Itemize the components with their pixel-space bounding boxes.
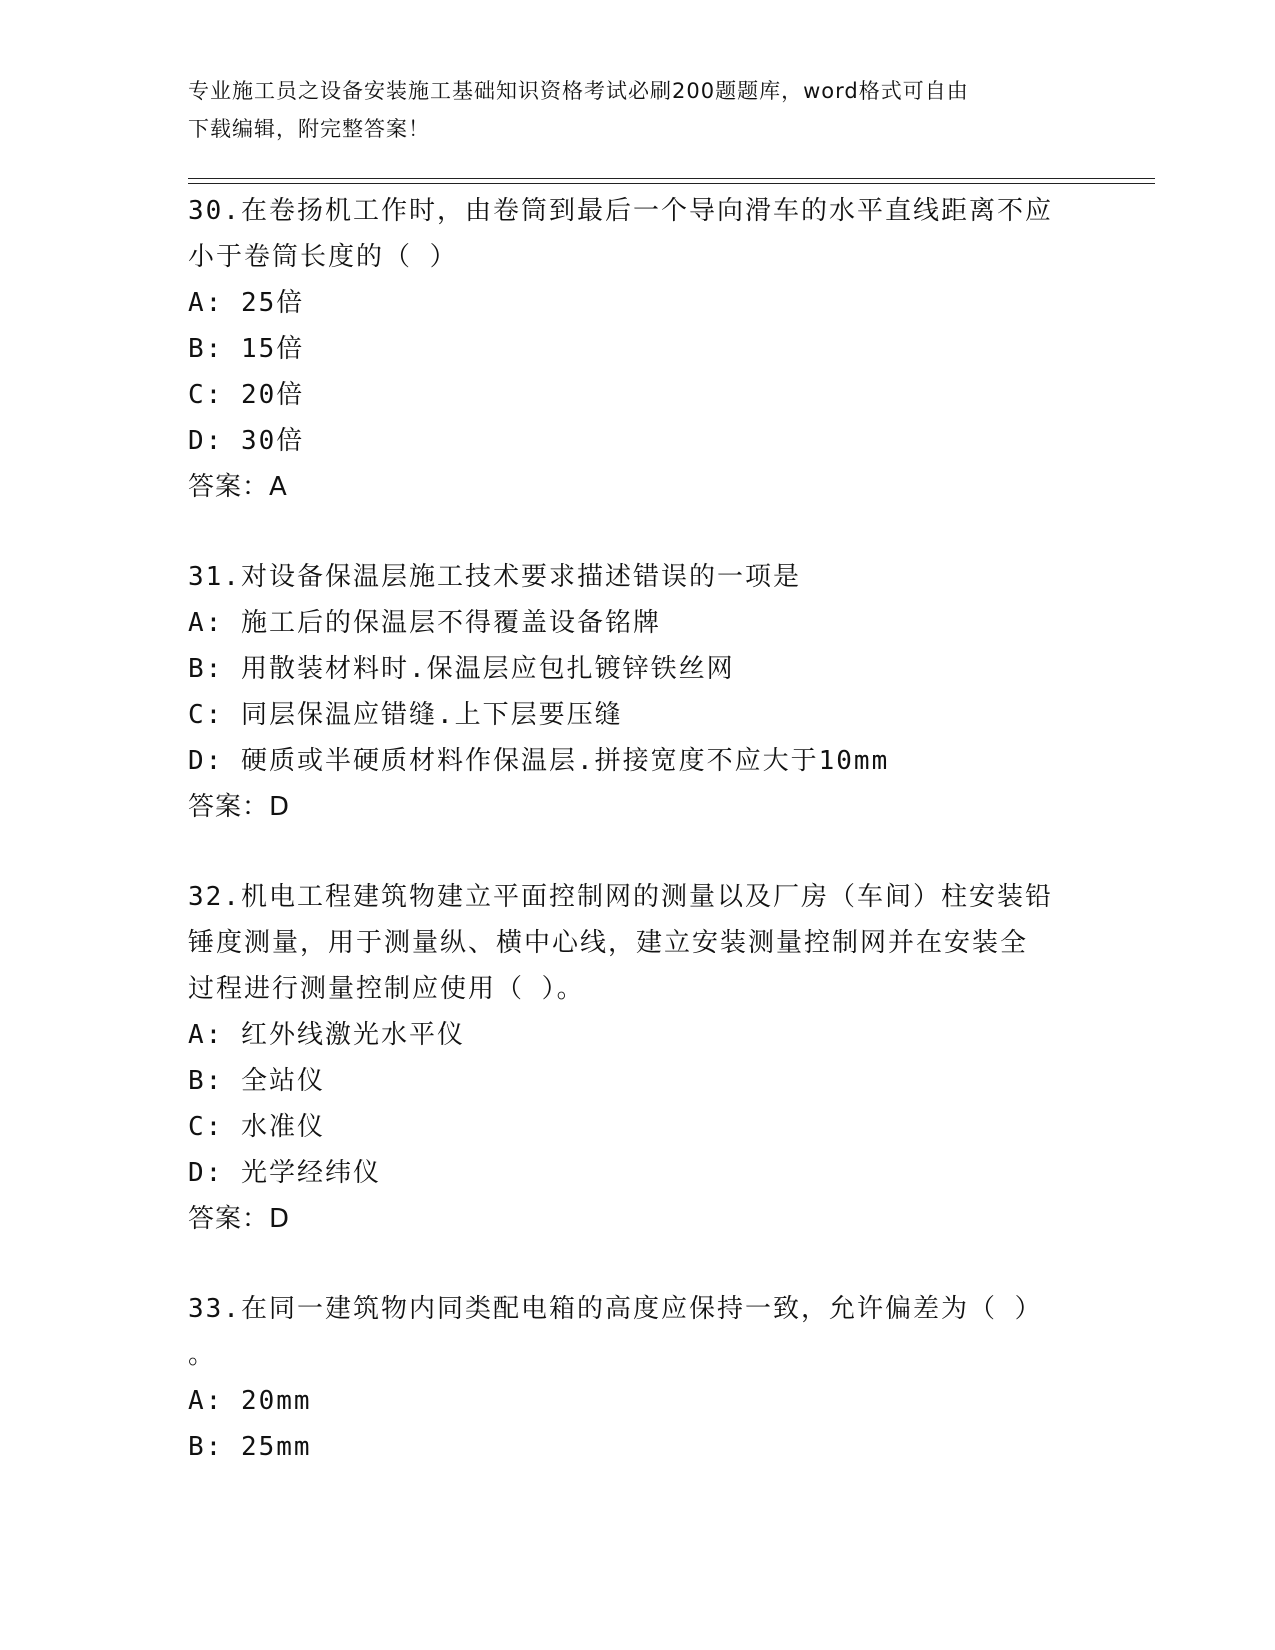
option-d: D: 光学经纬仪: [188, 1158, 381, 1188]
question-33: [188, 1286, 1088, 1470]
header-line-2: 下载编辑，附完整答案！: [188, 117, 430, 141]
option-a: A: 20mm: [188, 1386, 312, 1416]
question-stem-line: 33.在同一建筑物内同类配电箱的高度应保持一致，允许偏差为（ ）: [188, 1294, 1043, 1324]
option-c: C: 水准仪: [188, 1112, 325, 1142]
option-d: D: 硬质或半硬质材料作保温层.拼接宽度不应大于10mm: [188, 746, 890, 776]
option-a: A: 红外线激光水平仪: [188, 1020, 465, 1050]
header-divider-top: [188, 178, 1155, 179]
option-a: A: 25倍: [188, 288, 305, 318]
question-stem-line: 锤度测量，用于测量纵、横中心线，建立安装测量控制网并在安装全: [188, 928, 1029, 958]
option-b: B: 用散装材料时.保温层应包扎镀锌铁丝网: [188, 654, 735, 684]
question-stem-line: 。: [188, 1340, 217, 1370]
question-stem-line: 31.对设备保温层施工技术要求描述错误的一项是: [188, 562, 801, 592]
answer: 答案：A: [188, 472, 288, 502]
header-divider-bottom: [188, 183, 1155, 184]
option-b: B: 25mm: [188, 1432, 312, 1462]
question-stem-line: 小于卷筒长度的（ ）: [188, 242, 458, 272]
question-31: [188, 554, 1088, 830]
question-30: [188, 188, 1088, 510]
question-stem-line: 30.在卷扬机工作时，由卷筒到最后一个导向滑车的水平直线距离不应: [188, 196, 1053, 226]
answer: 答案：D: [188, 792, 291, 822]
document-header: [188, 72, 1068, 148]
option-d: D: 30倍: [188, 426, 305, 456]
question-stem-line: 过程进行测量控制应使用（ ）。: [188, 974, 585, 1004]
question-list: [188, 188, 1088, 1470]
option-b: B: 15倍: [188, 334, 305, 364]
question-stem-line: 32.机电工程建筑物建立平面控制网的测量以及厂房（车间）柱安装铅: [188, 882, 1053, 912]
option-a: A: 施工后的保温层不得覆盖设备铭牌: [188, 608, 661, 638]
option-c: C: 20倍: [188, 380, 305, 410]
header-line-1: 专业施工员之设备安装施工基础知识资格考试必刷200题题库，word格式可自由: [188, 79, 969, 103]
option-c: C: 同层保温应错缝.上下层要压缝: [188, 700, 623, 730]
question-32: [188, 874, 1088, 1242]
answer: 答案：D: [188, 1204, 291, 1234]
option-b: B: 全站仪: [188, 1066, 325, 1096]
